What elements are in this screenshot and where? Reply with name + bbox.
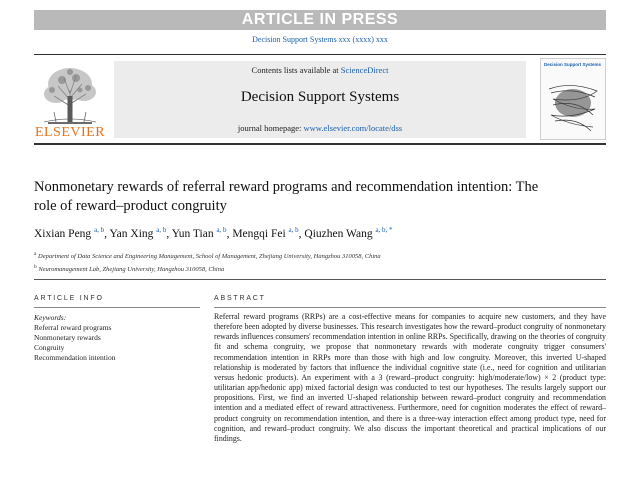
- homepage-prefix: journal homepage:: [237, 123, 304, 133]
- article-info-heading: ARTICLE INFO: [34, 295, 104, 302]
- author-name[interactable]: [172, 228, 227, 240]
- author-affiliation-marks[interactable]: a, b: [288, 226, 299, 234]
- header-divider: [34, 143, 606, 145]
- cover-graphic-icon: [541, 59, 605, 139]
- author-affiliation-marks[interactable]: a, b, *: [375, 226, 393, 234]
- author-name-text: Yan Xing: [109, 227, 154, 240]
- affiliation-divider: [34, 279, 606, 280]
- keyword-item: Recommendation intention: [34, 353, 116, 362]
- elsevier-wordmark[interactable]: ELSEVIER: [34, 125, 106, 140]
- affiliation-line: [34, 262, 594, 275]
- author-name[interactable]: [232, 228, 298, 240]
- top-divider: [34, 54, 606, 55]
- author-affiliation-marks[interactable]: a, b: [156, 226, 167, 234]
- article-info-rule: [34, 307, 200, 308]
- abstract-heading: ABSTRACT: [214, 295, 266, 302]
- affiliations: [34, 249, 594, 275]
- author-affiliation-marks[interactable]: a, b: [216, 226, 227, 234]
- affiliation-text: Department of Data Science and Engineering Management, School of Management, Zhejiang University, Hangzhou 310058, China: [36, 253, 381, 261]
- affiliation-text: Neuromanagement Lab, Zhejiang University, Hangzhou 310058, China: [36, 266, 225, 274]
- keywords-block: [34, 313, 200, 363]
- journal-cover-thumbnail[interactable]: [540, 58, 606, 140]
- author-name[interactable]: [34, 228, 104, 240]
- article-title: Nonmonetary rewards of referral reward programs and recommendation intention: The role of reward–product congruity: [34, 179, 539, 214]
- affiliation-line: [34, 249, 594, 262]
- contents-line: [114, 65, 526, 75]
- author-list: Xixian Peng $^{a, b}$, Yan Xing $^{a, b}$, Yun Tian $^{a, b}$, Mengqi Fei $^{a, b}$, Qiuzhen Wang $^{a, b, *}$: [34, 226, 393, 240]
- journal-reference[interactable]: Decision Support Systems xxx (xxxx) xxx: [252, 35, 388, 44]
- abstract-text: Referral reward programs (RRPs) are a cost-effective means for companies to acquire new customers, and they have therefore been adopted by diverse businesses. This research investigates how the reward–product congruity of nonmonetary rewards influences consumers' recommendation intention in online RRPs. Specifically, drawing on the theories of congruity fit and schema congruity, we propose that nonmonetary rewards with moderate congruity trigger consumers' recommendation intention in RRPs more than those with high and low congruity. Moreover, this inverted U-shaped relationship is moderated by factors that influence the individual cognitive state (i.e., need for cognition and utilitarian versus hedonic products). An experiment with a 3 (reward–product congruity: high/moderate/low) × 2 (product type: utilitarian app/hedonic app) mixed factorial design was conducted to test our hypotheses. The results largely support our propositions. First, we find an inverted U-shaped relationship between reward–product congruity and recommendation intention and a mediated effect of reward attractiveness. Furthermore, need for cognition moderates the effect of reward–product congruity on recommendation intention, and there is a three-way interaction effect among product type, need for cognition, and reward–product congruity. We also discuss the important theoretical and practical implications of our findings.: [214, 312, 606, 443]
- author-name-text: Yun Tian: [171, 227, 214, 240]
- abstract-rule: [214, 307, 606, 308]
- keyword-item: Congruity: [34, 343, 65, 352]
- keyword-item: Nonmonetary rewards: [34, 333, 101, 342]
- author-name-text: Mengqi Fei: [232, 227, 286, 240]
- contents-prefix: Contents lists available at: [251, 65, 341, 75]
- cover-title: Decision Support Systems: [544, 62, 602, 67]
- author-name-text: Xixian Peng: [34, 227, 92, 240]
- affiliation-mark: a: [34, 251, 37, 257]
- affiliation-mark: b: [34, 264, 37, 271]
- homepage-line: [114, 123, 526, 133]
- author-name[interactable]: [110, 228, 167, 240]
- sciencedirect-link[interactable]: ScienceDirect: [340, 65, 389, 75]
- author-affiliation-marks[interactable]: a, b: [94, 226, 105, 234]
- author-name[interactable]: [304, 228, 392, 240]
- journal-title: Decision Support Systems: [240, 89, 400, 105]
- keywords-label: Keywords:: [34, 313, 67, 322]
- journal-masthead: [114, 61, 526, 138]
- keyword-item: Referral reward programs: [34, 323, 112, 332]
- journal-homepage-link[interactable]: www.elsevier.com/locate/dss: [303, 123, 403, 133]
- article-in-press-banner: ARTICLE IN PRESS: [34, 10, 606, 30]
- author-name-text: Qiuzhen Wang: [304, 227, 373, 240]
